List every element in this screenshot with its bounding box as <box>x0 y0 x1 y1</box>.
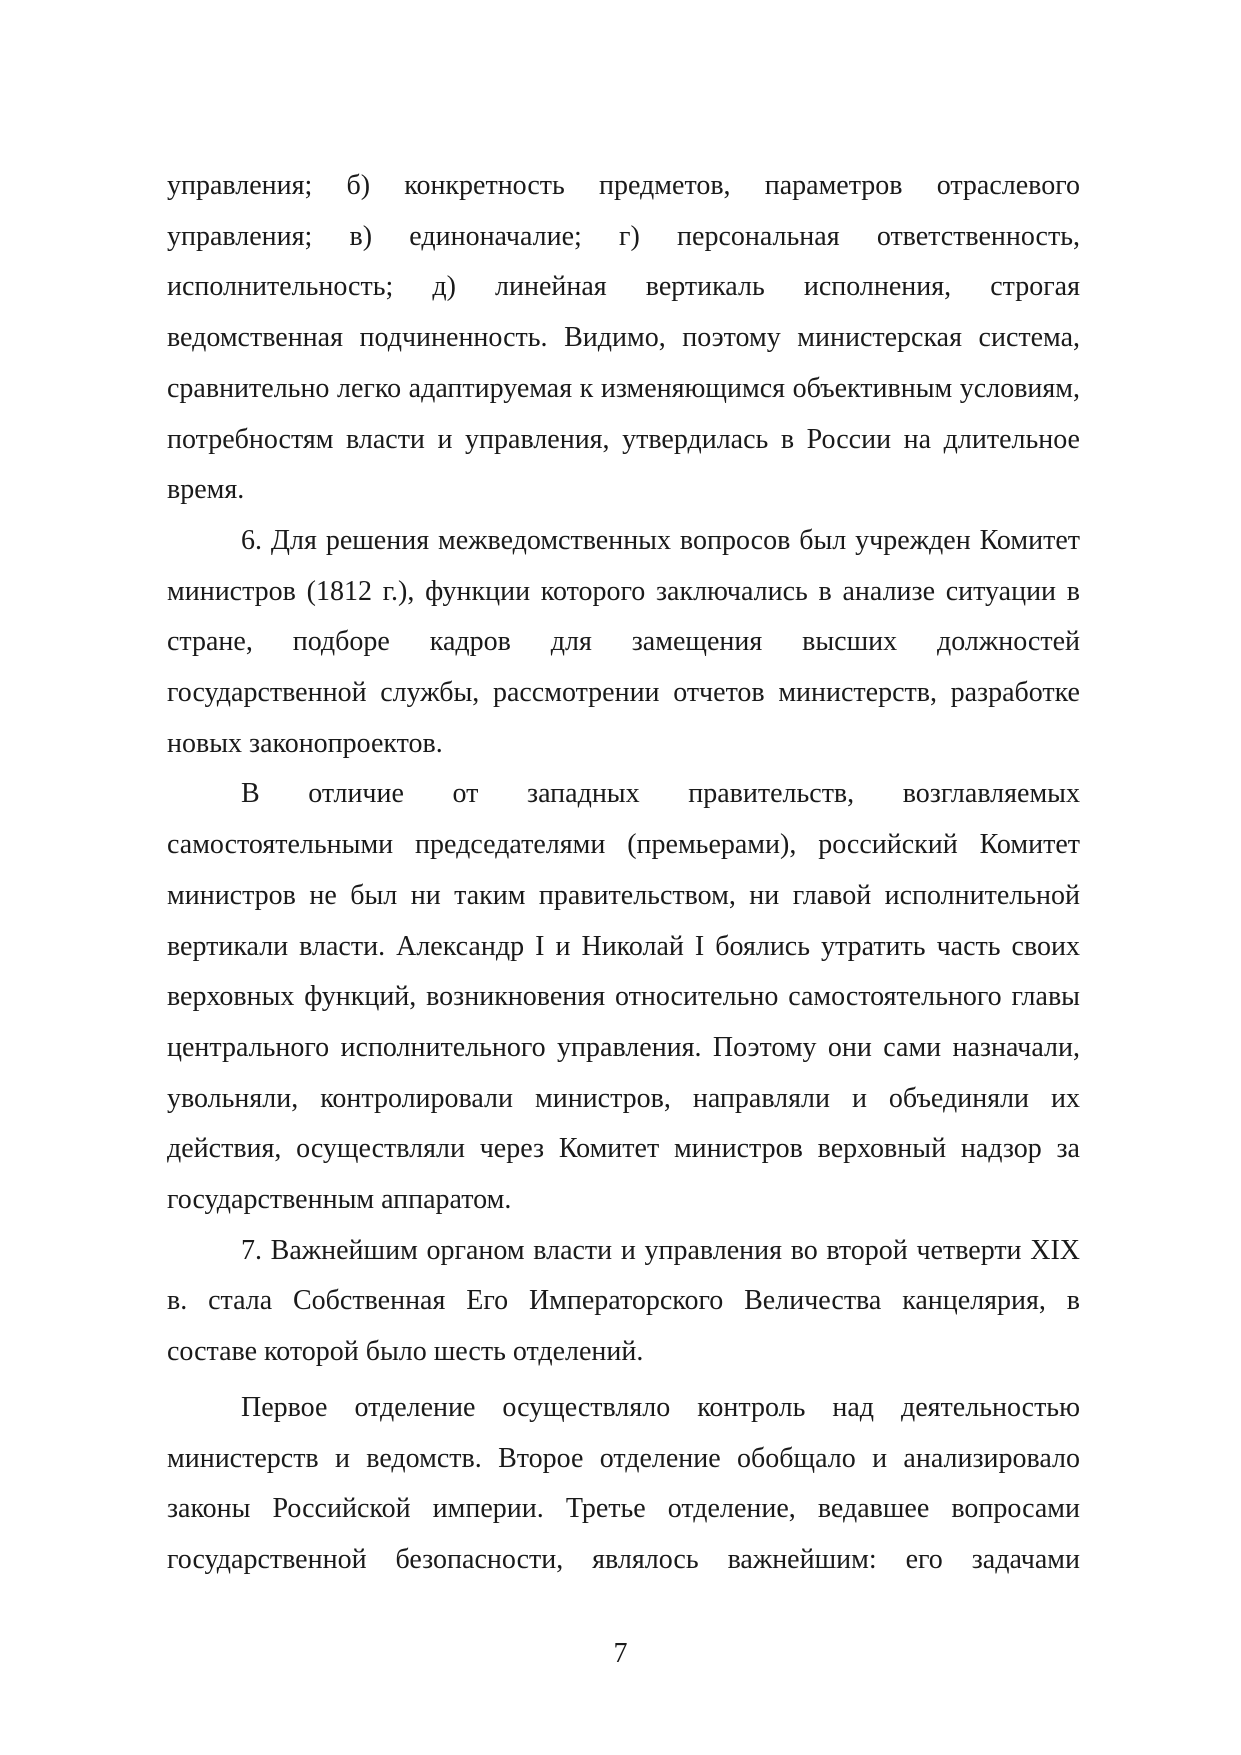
paragraph-imperial-chancellery: 7. Важнейшим органом власти и управления во второй четверти XIX в. стала Собственная Его Императорского Величества канцелярия, в составе которой было шесть отделений. <box>167 1234 1080 1368</box>
paragraph-committee-of-ministers: 6. Для решения межведомственных вопросов был учрежден Комитет министров (1812 г.), функции которого заключались в анализе ситуации в стране, подборе кадров для замещения высших должностей государственной службы, рассмотрении отчетов министерств, разработке новых законопроектов. <box>167 524 1080 759</box>
paragraph-western-governments: В отличие от западных правительств, возглавляемых самостоятельными председателями (премьерами), российский Комитет министров не был ни таким правительством, ни главой исполнительной вертикали власти. Александр I и Николай I боялись утратить часть своих верховных функций, возникновения относительно самостоятельного главы центрального исполнительного управления. Поэтому они сами назначали, увольняли, контролировали министров, направляли и объединяли их действия, осуществляли через Комитет министров верховный надзор за государственным аппаратом. <box>167 778 1080 1216</box>
body-text <box>167 161 1080 1586</box>
paragraph-departments: Первое отделение осуществляло контроль над деятельностью министерств и ведомств. Второе отделение обобщало и анализировало законы Российской империи. Третье отделение, ведавшее вопросами государственной безопасности, являлось важнейшим: его задачами <box>167 1391 1080 1575</box>
paragraph-continued: управления; б) конкретность предметов, параметров отраслевого управления; в) единоначалие; г) персональная ответственность, исполнительность; д) линейная вертикаль исполнения, строгая ведомственная подчиненность. Видимо, поэтому министерская система, сравнительно легко адаптируемая к изменяющимся объективным условиям, потребностям власти и управления, утвердилась в России на длительное время. <box>167 170 1080 506</box>
page-number: 7 <box>613 1638 628 1669</box>
